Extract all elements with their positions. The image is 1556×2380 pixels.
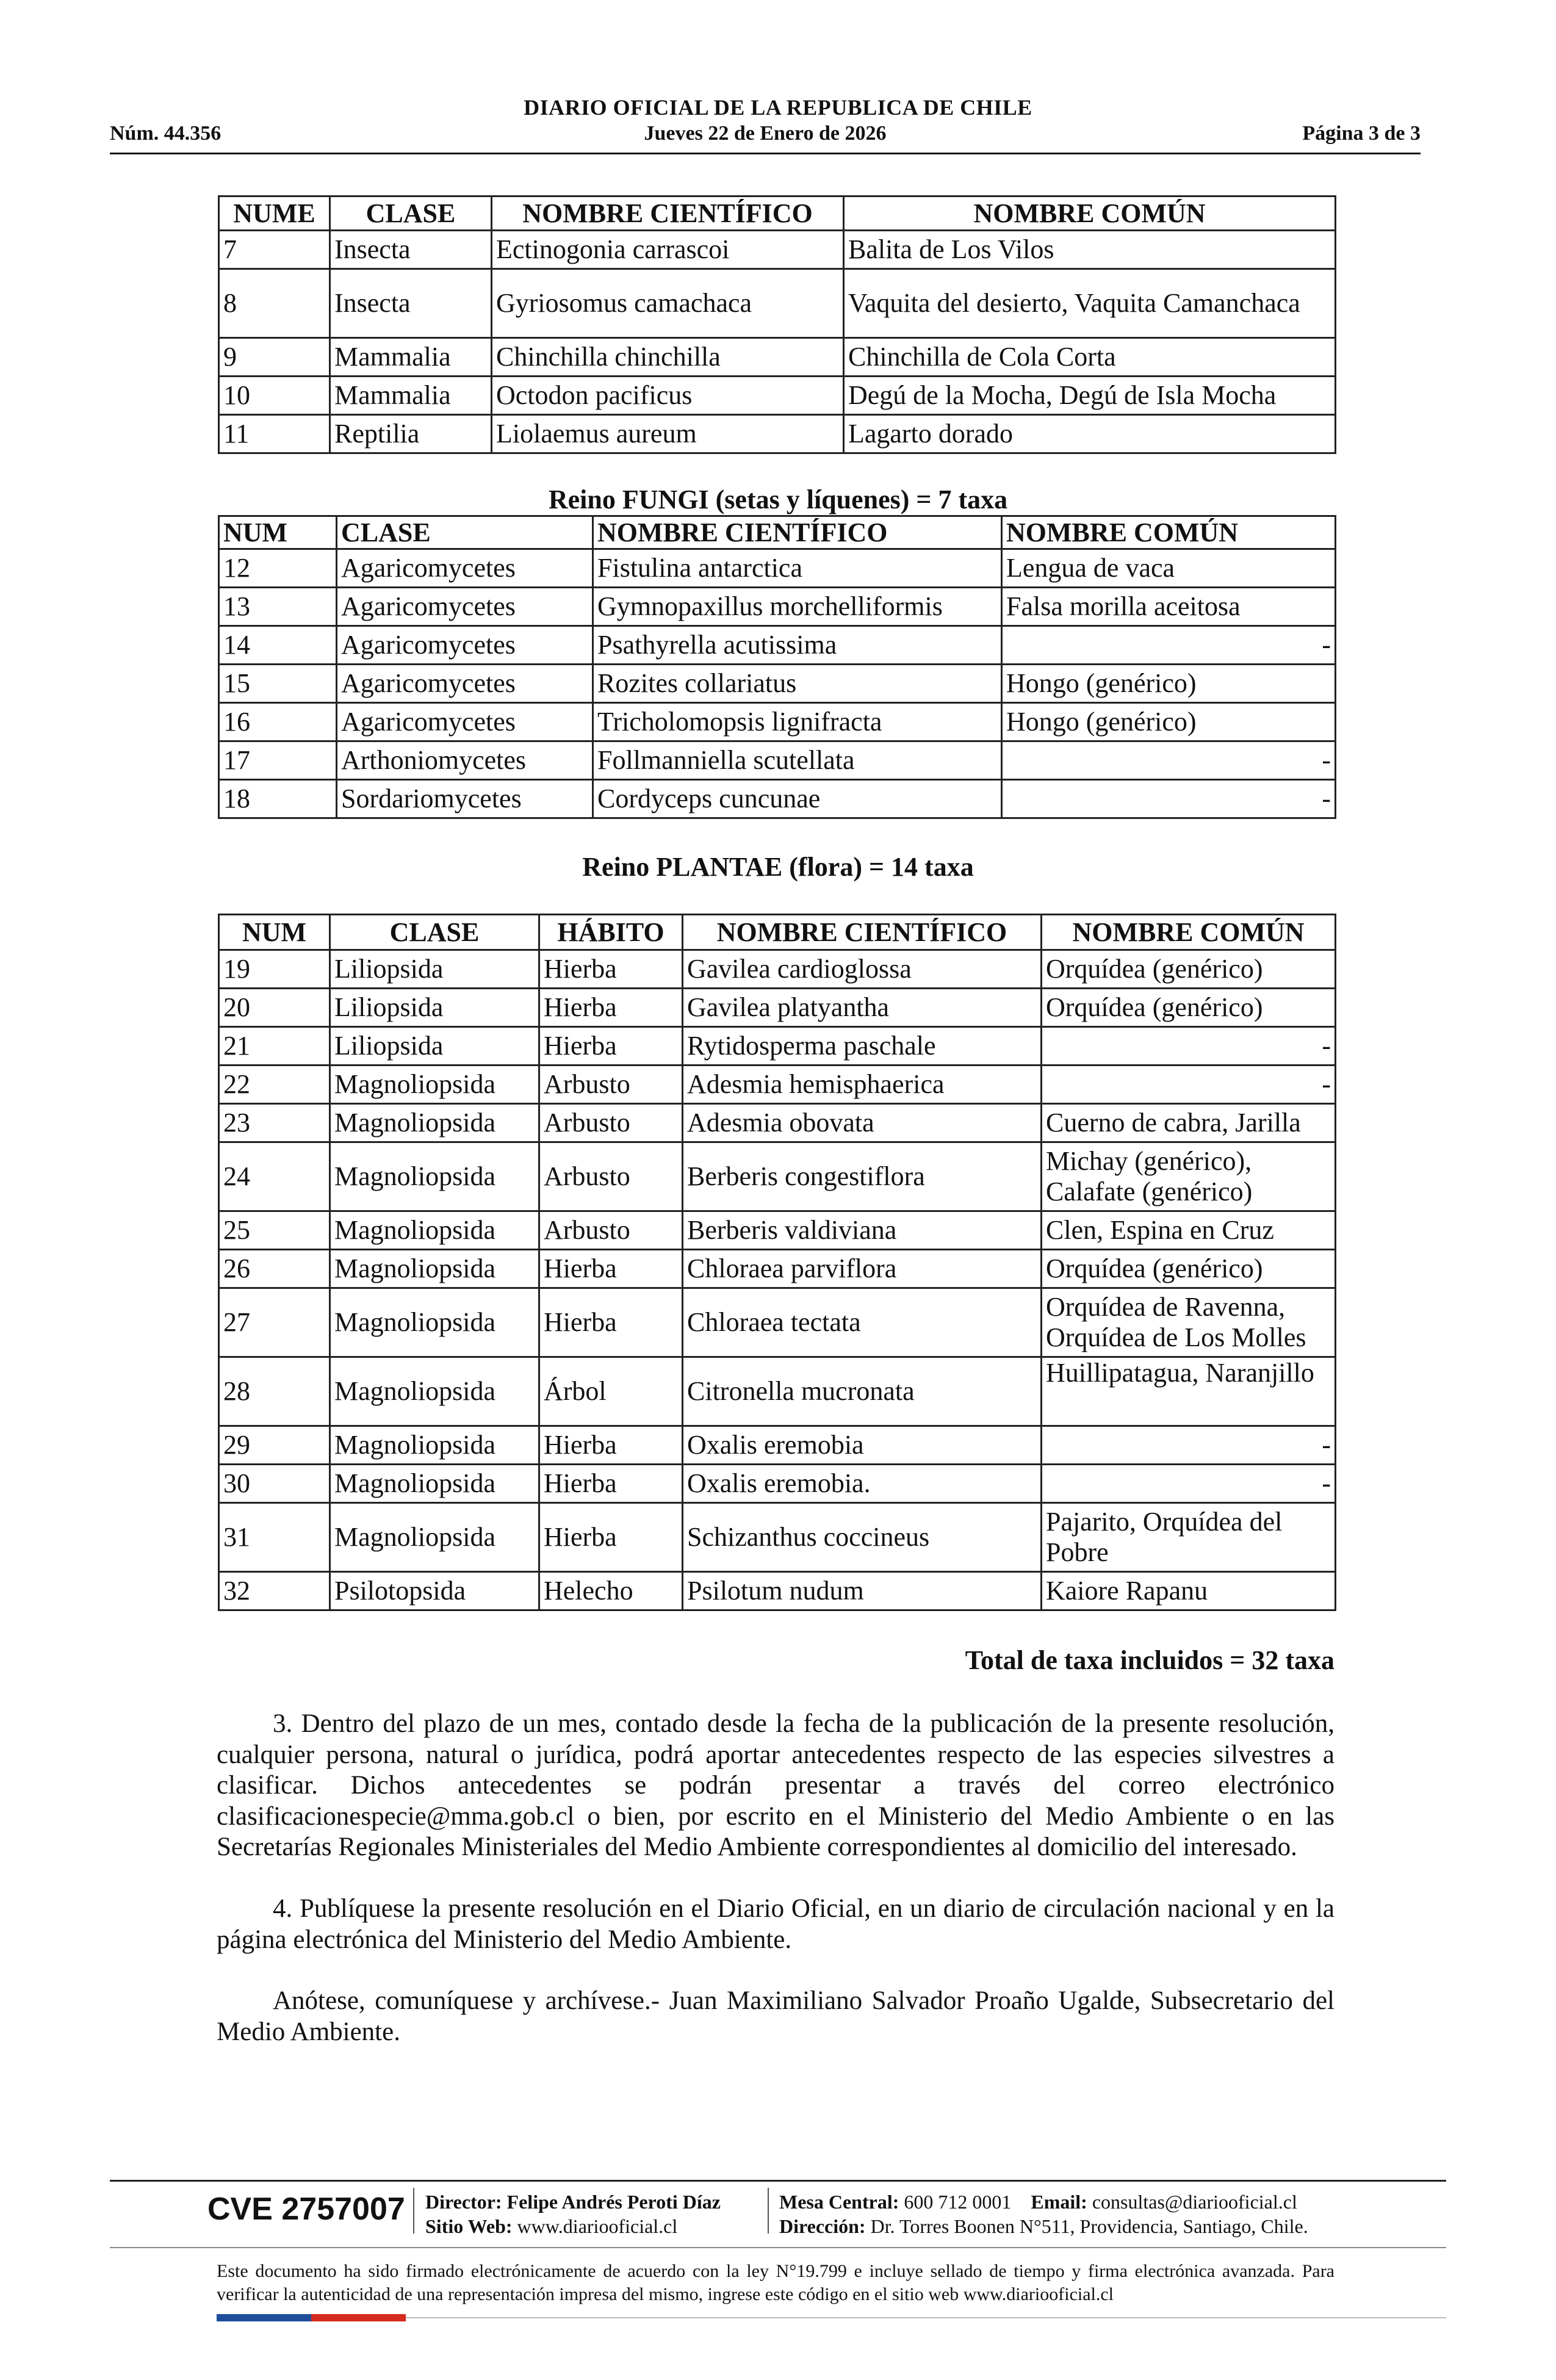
table-row: [219, 231, 1336, 269]
plantae-table: [218, 914, 1336, 1611]
table-row: [219, 588, 1336, 626]
issue-number: Núm. 44.356: [110, 122, 222, 145]
cell-clase: Magnoliopsida: [330, 1142, 539, 1211]
cell-num: 20: [219, 989, 330, 1027]
col-header-habito: HÁBITO: [539, 915, 683, 950]
cell-comun: Vaquita del desierto, Vaquita Camanchaca: [844, 269, 1336, 338]
table-row: [219, 1572, 1336, 1610]
cell-num: 32: [219, 1572, 330, 1610]
cve-code: CVE 2757007: [207, 2191, 405, 2227]
cell-comun: Orquídea (genérico): [1042, 989, 1336, 1027]
cell-comun: Kaiore Rapanu: [1042, 1572, 1336, 1610]
cell-cientifico: Citronella mucronata: [683, 1357, 1042, 1426]
cell-clase: Agaricomycetes: [337, 703, 593, 741]
cell-comun: Huillipatagua, Naranjillo: [1042, 1357, 1336, 1426]
cell-num: 14: [219, 626, 337, 665]
cell-cientifico: Adesmia obovata: [683, 1104, 1042, 1142]
mesa-label: Mesa Central:: [779, 2191, 899, 2213]
email-label: Email:: [1031, 2191, 1087, 2213]
cell-cientifico: Rozites collariatus: [593, 665, 1002, 703]
cell-num: 17: [219, 741, 337, 780]
col-header-comun: NOMBRE COMÚN: [844, 197, 1336, 231]
cell-comun: Degú de la Mocha, Degú de Isla Mocha: [844, 377, 1336, 415]
table-header-row: [219, 915, 1336, 950]
table-row: [219, 703, 1336, 741]
table-row: [219, 1465, 1336, 1503]
footer-divider-top: [110, 2180, 1446, 2182]
footer-separator: [768, 2188, 769, 2234]
cell-habito: Hierba: [539, 1503, 683, 1572]
cell-cientifico: Tricholomopsis lignifracta: [593, 703, 1002, 741]
table-row: [219, 549, 1336, 588]
cell-num: 16: [219, 703, 337, 741]
table-row: [219, 1104, 1336, 1142]
cell-cientifico: Octodon pacificus: [492, 377, 844, 415]
web-label: Sitio Web:: [425, 2215, 513, 2237]
issue-date: Jueves 22 de Enero de 2026: [644, 122, 887, 145]
cell-num: 15: [219, 665, 337, 703]
cell-clase: Liliopsida: [330, 950, 539, 989]
col-header-clase: CLASE: [330, 197, 492, 231]
cell-cientifico: Cordyceps cuncunae: [593, 780, 1002, 818]
cell-clase: Magnoliopsida: [330, 1250, 539, 1288]
table-row: [219, 1503, 1336, 1572]
cell-habito: Arbusto: [539, 1104, 683, 1142]
cell-clase: Magnoliopsida: [330, 1503, 539, 1572]
table-row: [219, 1357, 1336, 1426]
cell-cientifico: Gavilea cardioglossa: [683, 950, 1042, 989]
direccion-value: Dr. Torres Boonen N°511, Providencia, Santiago, Chile.: [870, 2215, 1308, 2237]
cell-comun: -: [1002, 626, 1336, 665]
cell-comun: -: [1042, 1465, 1336, 1503]
table-row: [219, 1027, 1336, 1066]
table-row: [219, 780, 1336, 818]
email-link[interactable]: consultas@diariooficial.cl: [1092, 2191, 1297, 2213]
table-row: [219, 1211, 1336, 1250]
col-header-num: NUM: [219, 915, 330, 950]
header-divider: [110, 153, 1421, 154]
fungi-section-title: Reino FUNGI (setas y líquenes) = 7 taxa: [548, 485, 1008, 514]
cell-clase: Magnoliopsida: [330, 1066, 539, 1104]
cell-comun: -: [1042, 1426, 1336, 1465]
cell-comun: Hongo (genérico): [1002, 703, 1336, 741]
footer-contact-block: [779, 2190, 1308, 2238]
cell-cientifico: Berberis valdiviana: [683, 1211, 1042, 1250]
flag-stripe-red: [311, 2314, 406, 2321]
cell-comun: -: [1042, 1027, 1336, 1066]
mesa-phone: 600 712 0001: [904, 2191, 1012, 2213]
cell-cientifico: Berberis congestiflora: [683, 1142, 1042, 1211]
web-link[interactable]: www.diariooficial.cl: [517, 2215, 678, 2237]
cell-habito: Árbol: [539, 1357, 683, 1426]
electronic-signature-notice: Este documento ha sido firmado electrónicamente de acuerdo con la ley N°19.799 e incluye sellado de tiempo y firma electrónica avanzada. Para verificar la autenticidad de una representación impresa del mismo, ingrese este código en el sitio web www.diariooficial.cl: [217, 2261, 1334, 2304]
cell-clase: Psilotopsida: [330, 1572, 539, 1610]
cell-cientifico: Adesmia hemisphaerica: [683, 1066, 1042, 1104]
publication-title: DIARIO OFICIAL DE LA REPUBLICA DE CHILE: [524, 95, 1032, 120]
cell-comun: Cuerno de cabra, Jarilla: [1042, 1104, 1336, 1142]
cell-comun: -: [1042, 1066, 1336, 1104]
cell-num: 7: [219, 231, 330, 269]
direccion-label: Dirección:: [779, 2215, 866, 2237]
cell-cientifico: Chinchilla chinchilla: [492, 338, 844, 377]
director-label: Director:: [425, 2191, 502, 2213]
cell-habito: Arbusto: [539, 1066, 683, 1104]
col-header-comun: NOMBRE COMÚN: [1002, 516, 1336, 549]
cell-num: 29: [219, 1426, 330, 1465]
cell-clase: Sordariomycetes: [337, 780, 593, 818]
cell-habito: Arbusto: [539, 1142, 683, 1211]
cell-comun: Michay (genérico), Calafate (genérico): [1042, 1142, 1336, 1211]
cell-num: 9: [219, 338, 330, 377]
cell-cientifico: Follmanniella scutellata: [593, 741, 1002, 780]
cell-clase: Agaricomycetes: [337, 626, 593, 665]
table-row: [219, 269, 1336, 338]
cell-comun: Lengua de vaca: [1002, 549, 1336, 588]
cell-comun: Orquídea (genérico): [1042, 950, 1336, 989]
cell-habito: Helecho: [539, 1572, 683, 1610]
cell-habito: Hierba: [539, 1288, 683, 1357]
col-header-cientifico: NOMBRE CIENTÍFICO: [593, 516, 1002, 549]
fungi-table: [218, 515, 1336, 819]
cell-clase: Insecta: [330, 231, 492, 269]
col-header-cientifico: NOMBRE CIENTÍFICO: [492, 197, 844, 231]
cell-habito: Hierba: [539, 1027, 683, 1066]
cell-comun: -: [1002, 741, 1336, 780]
table-row: [219, 950, 1336, 989]
cell-cientifico: Fistulina antarctica: [593, 549, 1002, 588]
plantae-section-title: Reino PLANTAE (flora) = 14 taxa: [582, 852, 974, 882]
cell-num: 21: [219, 1027, 330, 1066]
animalia-table: [218, 195, 1336, 454]
cell-cientifico: Oxalis eremobia: [683, 1426, 1042, 1465]
table-row: [219, 989, 1336, 1027]
cell-cientifico: Rytidosperma paschale: [683, 1027, 1042, 1066]
col-header-clase: CLASE: [330, 915, 539, 950]
footer-divider-bottom: [406, 2317, 1446, 2318]
cell-clase: Agaricomycetes: [337, 588, 593, 626]
cell-num: 27: [219, 1288, 330, 1357]
table-row: [219, 665, 1336, 703]
taxa-total: Total de taxa incluidos = 32 taxa: [965, 1645, 1334, 1675]
cell-cientifico: Oxalis eremobia.: [683, 1465, 1042, 1503]
footer-divider-mid: [110, 2247, 1446, 2248]
cell-clase: Insecta: [330, 269, 492, 338]
cell-num: 18: [219, 780, 337, 818]
cell-num: 26: [219, 1250, 330, 1288]
col-header-clase: CLASE: [337, 516, 593, 549]
cell-num: 25: [219, 1211, 330, 1250]
paragraph-4-text: 4. Publíquese la presente resolución en el Diario Oficial, en un diario de circulación nacional y en la página electrónica del Ministerio del Medio Ambiente.: [217, 1894, 1334, 1954]
col-header-cientifico: NOMBRE CIENTÍFICO: [683, 915, 1042, 950]
cell-num: 13: [219, 588, 337, 626]
cell-comun: Chinchilla de Cola Corta: [844, 338, 1336, 377]
closing-text: Anótese, comuníquese y archívese.- Juan Maximiliano Salvador Proaño Ugalde, Subsecretario del Medio Ambiente.: [217, 1986, 1334, 2046]
cell-cientifico: Chloraea tectata: [683, 1288, 1042, 1357]
cell-cientifico: Schizanthus coccineus: [683, 1503, 1042, 1572]
table-row: [219, 377, 1336, 415]
cell-clase: Liliopsida: [330, 989, 539, 1027]
cell-cientifico: Psathyrella acutissima: [593, 626, 1002, 665]
cell-cientifico: Gyriosomus camachaca: [492, 269, 844, 338]
cell-comun: Hongo (genérico): [1002, 665, 1336, 703]
cell-comun: Balita de Los Vilos: [844, 231, 1336, 269]
paragraph-3: [217, 1709, 1334, 1863]
cell-cientifico: Chloraea parviflora: [683, 1250, 1042, 1288]
cell-num: 8: [219, 269, 330, 338]
table-row: [219, 415, 1336, 453]
cell-clase: Magnoliopsida: [330, 1426, 539, 1465]
cell-num: 24: [219, 1142, 330, 1211]
cell-clase: Mammalia: [330, 377, 492, 415]
col-header-num: NUM: [219, 516, 337, 549]
cell-habito: Arbusto: [539, 1211, 683, 1250]
cell-num: 30: [219, 1465, 330, 1503]
cell-cientifico: Gymnopaxillus morchelliformis: [593, 588, 1002, 626]
cell-num: 12: [219, 549, 337, 588]
cell-clase: Magnoliopsida: [330, 1465, 539, 1503]
table-row: [219, 338, 1336, 377]
cell-cientifico: Psilotum nudum: [683, 1572, 1042, 1610]
director-name: Felipe Andrés Peroti Díaz: [506, 2191, 721, 2213]
cell-comun: Clen, Espina en Cruz: [1042, 1211, 1336, 1250]
closing-paragraph: [217, 1986, 1334, 2047]
paragraph-3-text: 3. Dentro del plazo de un mes, contado desde la fecha de la publicación de la presente resolución, cualquier persona, natural o jurídica, podrá aportar antecedentes respecto de las especies silvestres a clasificar. Dichos antecedentes se podrán presentar a través del correo electrónico clasificacionespecie@mma.gob.cl o bien, por escrito en el Ministerio del Medio Ambiente o en las Secretarías Regionales Ministeriales del Medio Ambiente correspondientes al domicilio del interesado.: [217, 1709, 1334, 1861]
table-row: [219, 1066, 1336, 1104]
cell-comun: Pajarito, Orquídea del Pobre: [1042, 1503, 1336, 1572]
cell-cientifico: Ectinogonia carrascoi: [492, 231, 844, 269]
table-row: [219, 1142, 1336, 1211]
cell-habito: Hierba: [539, 1250, 683, 1288]
cell-clase: Magnoliopsida: [330, 1211, 539, 1250]
flag-stripe-blue: [217, 2314, 311, 2321]
cell-clase: Arthoniomycetes: [337, 741, 593, 780]
page-indicator: Página 3 de 3: [1302, 122, 1421, 145]
paragraph-4: [217, 1894, 1334, 1955]
cell-num: 23: [219, 1104, 330, 1142]
cell-comun: Lagarto dorado: [844, 415, 1336, 453]
cell-num: 31: [219, 1503, 330, 1572]
cell-num: 19: [219, 950, 330, 989]
cell-cientifico: Gavilea platyantha: [683, 989, 1042, 1027]
table-row: [219, 626, 1336, 665]
cell-comun: Orquídea de Ravenna, Orquídea de Los Molles: [1042, 1288, 1336, 1357]
cell-num: 10: [219, 377, 330, 415]
cell-habito: Hierba: [539, 1465, 683, 1503]
cell-clase: Magnoliopsida: [330, 1357, 539, 1426]
cell-num: 22: [219, 1066, 330, 1104]
cell-cientifico: Liolaemus aureum: [492, 415, 844, 453]
cell-num: 28: [219, 1357, 330, 1426]
table-row: [219, 741, 1336, 780]
table-row: [219, 1426, 1336, 1465]
cell-clase: Liliopsida: [330, 1027, 539, 1066]
cell-clase: Reptilia: [330, 415, 492, 453]
table-row: [219, 1288, 1336, 1357]
footer-separator: [413, 2188, 414, 2234]
table-header-row: [219, 197, 1336, 231]
cell-comun: Falsa morilla aceitosa: [1002, 588, 1336, 626]
table-row: [219, 1250, 1336, 1288]
col-header-num: NUME: [219, 197, 330, 231]
cell-comun: Orquídea (genérico): [1042, 1250, 1336, 1288]
col-header-comun: NOMBRE COMÚN: [1042, 915, 1336, 950]
cell-habito: Hierba: [539, 1426, 683, 1465]
cell-clase: Agaricomycetes: [337, 549, 593, 588]
cell-num: 11: [219, 415, 330, 453]
cell-habito: Hierba: [539, 950, 683, 989]
cell-habito: Hierba: [539, 989, 683, 1027]
cell-clase: Agaricomycetes: [337, 665, 593, 703]
cell-clase: Magnoliopsida: [330, 1288, 539, 1357]
cell-clase: Magnoliopsida: [330, 1104, 539, 1142]
cell-clase: Mammalia: [330, 338, 492, 377]
cell-comun: -: [1002, 780, 1336, 818]
footer-director-block: [425, 2190, 721, 2238]
table-header-row: [219, 516, 1336, 549]
header-row: [110, 122, 1421, 149]
